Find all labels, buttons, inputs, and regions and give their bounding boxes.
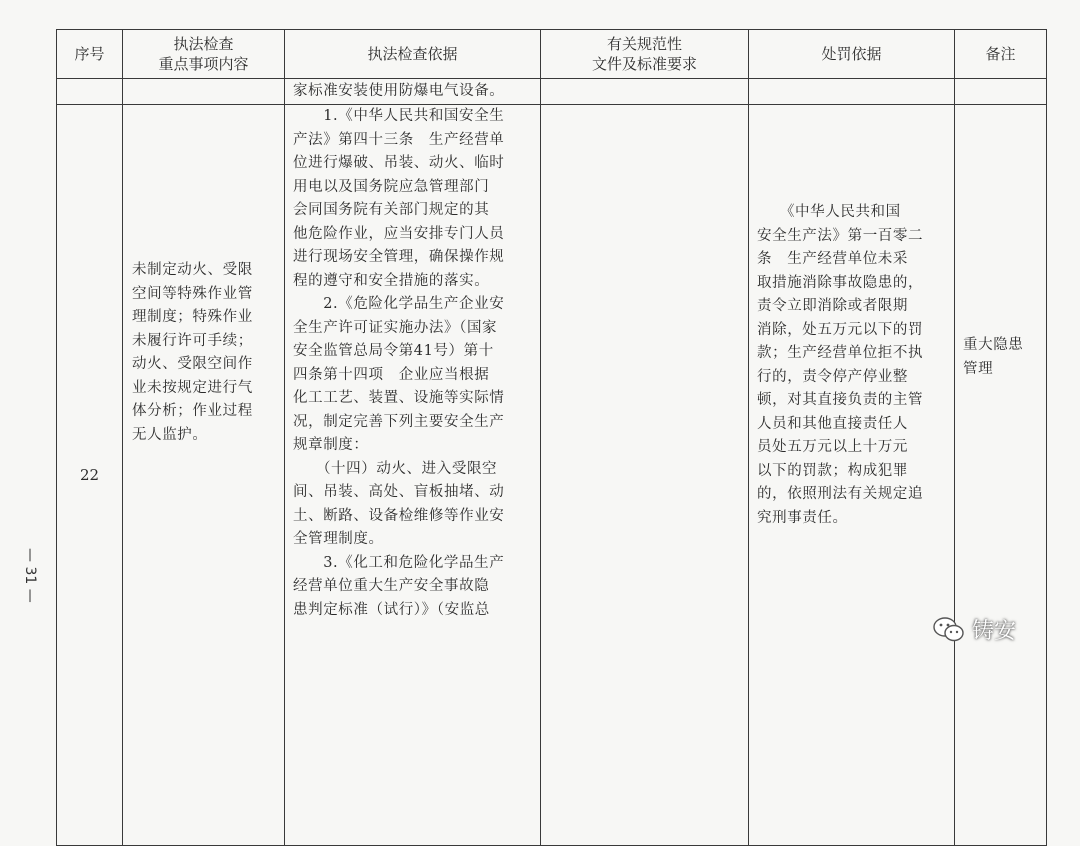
enforcement-table xyxy=(56,29,1047,846)
row-index: 22 xyxy=(57,105,123,846)
header-remark: 备注 xyxy=(955,30,1047,79)
row-content: 未制定动火、受限 空间等特殊作业管 理制度；特殊作业 未履行许可手续； 动火、受限空间作 业未按规定进行气 体分析；作业过程 无人监护。 xyxy=(123,105,285,846)
header-penalty: 处罚依据 xyxy=(749,30,955,79)
row-standards xyxy=(541,105,749,846)
page-number: — 31 — xyxy=(22,548,38,603)
table-row xyxy=(57,105,1047,846)
header-row xyxy=(57,30,1047,79)
header-index: 序号 xyxy=(57,30,123,79)
watermark-text: 铸安 xyxy=(972,619,1017,644)
continuation-row xyxy=(57,79,1047,105)
row-penalty: 《中华人民共和国 安全生产法》第一百零二 条 生产经营单位未采 取措施消除事故隐患的， 责令立即消除或者限期 消除，处五万元以下的罚 款；生产经营单位拒不执 行的，责令停产停业整 顿，对其直接负责的主管 人员和其他直接责任人 员处五万元以上十万元 以下的罚款；构成犯罪 的，依照刑法有关规定追 究刑事责任。 xyxy=(749,105,955,846)
header-standards: 有关规范性 文件及标准要求 xyxy=(541,30,749,79)
wechat-icon xyxy=(932,616,966,644)
watermark xyxy=(932,614,1016,645)
row-remark: 重大隐患 管理 xyxy=(955,105,1047,846)
header-basis: 执法检查依据 xyxy=(285,30,541,79)
header-content: 执法检查 重点事项内容 xyxy=(123,30,285,79)
row-basis: 1.《中华人民共和国安全生 产法》第四十三条 生产经营单 位进行爆破、吊装、动火、临时 用电以及国务院应急管理部门 会同国务院有关部门规定的其 他危险作业，应当安排专门人员 进行现场安全管理，确保操作规 程的遵守和安全措施的落实。 2.《危险化学品生产企业安 全生产许可证实施办法》（国家 安全监管总局令第41号）第十 四条第十四项 企业应当根据 化工工艺、装置、设施等实际情 况，制定完善下列主要安全生产 规章制度： （十四）动火、进入受限空 间、吊装、高处、盲板抽堵、动 土、断路、设备检维修等作业安 全管理制度。 3.《化工和危险化学品生产 经营单位重大生产安全事故隐 患判定标准（试行）》（安监总 xyxy=(285,105,541,846)
continuation-basis: 家标准安装使用防爆电气设备。 xyxy=(285,79,541,105)
